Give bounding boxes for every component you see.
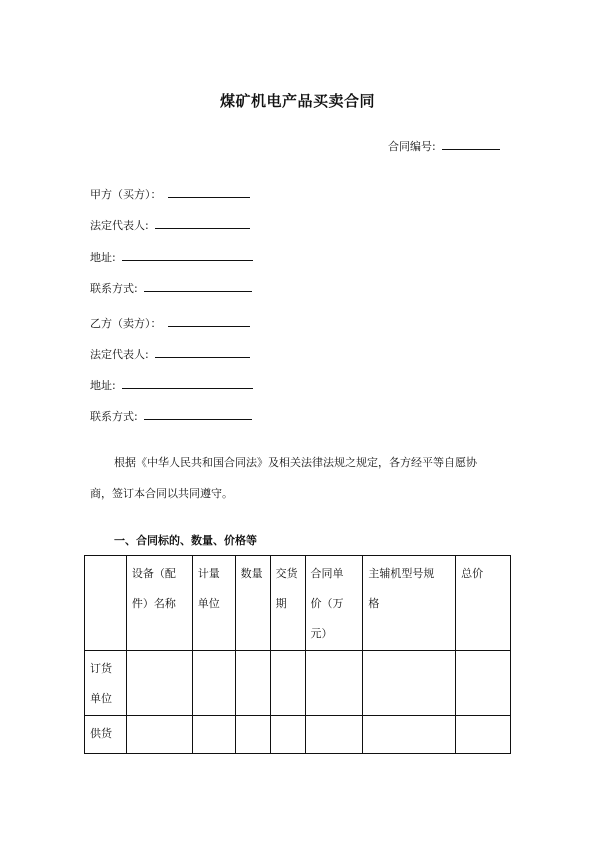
header-cell-unit-price bbox=[305, 556, 363, 651]
table-cell[interactable] bbox=[270, 716, 305, 754]
table-cell[interactable] bbox=[235, 716, 270, 754]
table-cell[interactable] bbox=[305, 651, 363, 716]
table-cell[interactable] bbox=[126, 651, 192, 716]
contract-number-field bbox=[388, 138, 500, 154]
header-text: 价（万 bbox=[310, 597, 344, 610]
party-a-contact bbox=[90, 280, 252, 296]
table-cell[interactable] bbox=[305, 716, 363, 754]
table-cell[interactable] bbox=[456, 716, 511, 754]
party-a-address-blank[interactable] bbox=[122, 249, 253, 261]
party-a-rep-blank[interactable] bbox=[155, 217, 250, 229]
row-label-cell bbox=[85, 716, 127, 754]
header-text: 件）名称 bbox=[131, 597, 176, 610]
party-b-rep bbox=[90, 346, 250, 362]
party-a-name-blank[interactable] bbox=[168, 186, 250, 198]
party-b-header bbox=[90, 315, 250, 331]
spec-table bbox=[84, 555, 511, 754]
document-title: 煤矿机电产品买卖合同 bbox=[219, 92, 375, 110]
intro-line-2: 商，签订本合同以共同遵守。 bbox=[90, 487, 233, 500]
table-cell[interactable] bbox=[192, 716, 235, 754]
party-b-address-blank[interactable] bbox=[122, 377, 253, 389]
intro-line-1: 根据《中华人民共和国合同法》及相关法律法规之规定，各方经平等自愿协 bbox=[114, 456, 477, 469]
party-b-address-label: 地址: bbox=[90, 379, 116, 392]
header-cell-delivery bbox=[270, 556, 305, 651]
party-b-address bbox=[90, 377, 253, 393]
header-text: 数量 bbox=[240, 567, 263, 580]
header-text: 合同单 bbox=[310, 567, 344, 580]
header-text: 期 bbox=[275, 597, 287, 610]
header-cell-device-name bbox=[126, 556, 192, 651]
party-a-contact-label: 联系方式: bbox=[90, 282, 138, 295]
table-cell[interactable] bbox=[456, 651, 511, 716]
table-cell[interactable] bbox=[363, 651, 456, 716]
header-cell-unit bbox=[192, 556, 235, 651]
header-text: 格 bbox=[368, 597, 380, 610]
party-a-contact-blank[interactable] bbox=[144, 280, 252, 292]
party-a-address bbox=[90, 249, 253, 265]
header-cell-quantity bbox=[235, 556, 270, 651]
row-label-text: 供货 bbox=[90, 727, 112, 740]
header-text: 主辅机型号规 bbox=[368, 567, 435, 580]
header-cell-total bbox=[456, 556, 511, 651]
party-b-rep-blank[interactable] bbox=[155, 346, 250, 358]
party-a-rep-label: 法定代表人: bbox=[90, 219, 149, 232]
header-text: 单位 bbox=[197, 597, 220, 610]
party-a-rep bbox=[90, 217, 250, 233]
header-text: 元） bbox=[310, 627, 333, 640]
header-text: 交货 bbox=[275, 567, 298, 580]
header-cell-model-spec bbox=[363, 556, 456, 651]
party-b-contact-blank[interactable] bbox=[144, 408, 252, 420]
party-a-header bbox=[90, 186, 250, 202]
section-1-heading: 一、合同标的、数量、价格等 bbox=[114, 534, 257, 547]
party-b-contact bbox=[90, 408, 252, 424]
table-cell[interactable] bbox=[363, 716, 456, 754]
table-cell[interactable] bbox=[235, 651, 270, 716]
table-cell[interactable] bbox=[126, 716, 192, 754]
table-cell[interactable] bbox=[270, 651, 305, 716]
header-cell-blank bbox=[85, 556, 127, 651]
table-header-row bbox=[85, 556, 511, 651]
header-text: 设备（配 bbox=[131, 567, 176, 580]
table-row bbox=[85, 716, 511, 754]
party-b-rep-label: 法定代表人: bbox=[90, 348, 149, 361]
party-b-header-label: 乙方（卖方）： bbox=[90, 317, 162, 330]
row-label-text: 订货 bbox=[90, 662, 112, 675]
row-label-cell bbox=[85, 651, 127, 716]
contract-number-label: 合同编号: bbox=[388, 140, 436, 153]
row-label-text: 单位 bbox=[90, 692, 112, 705]
party-a-address-label: 地址: bbox=[90, 251, 116, 264]
contract-number-blank[interactable] bbox=[442, 138, 500, 150]
intro-paragraph bbox=[90, 447, 510, 509]
header-text: 总价 bbox=[461, 567, 484, 580]
party-b-name-blank[interactable] bbox=[168, 315, 250, 327]
table-cell[interactable] bbox=[192, 651, 235, 716]
table-row bbox=[85, 651, 511, 716]
party-a-header-label: 甲方（买方）： bbox=[90, 188, 162, 201]
header-text: 计量 bbox=[197, 567, 220, 580]
party-b-contact-label: 联系方式: bbox=[90, 410, 138, 423]
